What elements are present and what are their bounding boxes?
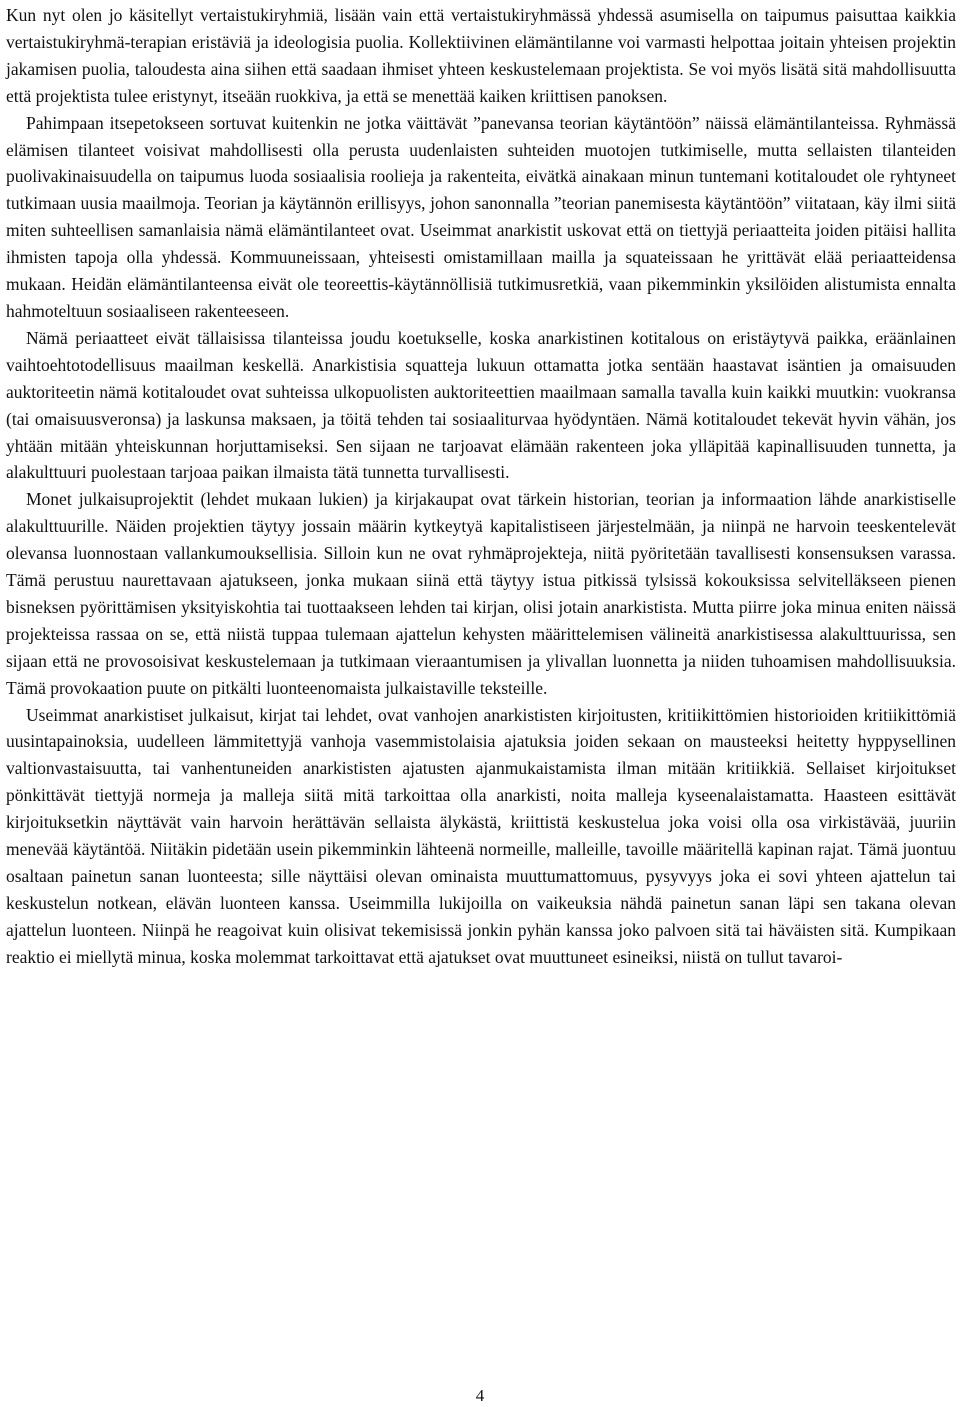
- paragraph-3: Nämä periaatteet eivät tällaisissa tilanteissa joudu koetukselle, koska anarkistinen kotitalous on eristäytyvä paikka, eräänlainen vaihtoehtotodellisuus maailman keskellä. Anarkistisia squatteja lukuun ottamatta jotka sentään haastavat isäntien ja omaisuuden auktoriteetin nämä kotitaloudet ovat suhteissa ulkopuolisten auktoriteettien maailmaan samalla tavalla kuin kaikki muutkin: vuokransa (tai omaisuusveronsa) ja laskunsa maksaen, ja töitä tehden tai sosiaaliturvaa hyödyntäen. Nämä kotitaloudet tekevät hyvin vähän, jos yhtään mitään yhteiskunnan horjuttamiseksi. Sen sijaan ne tarjoavat elämään rakenteen joka ylläpitää kapinallisuuden tunnetta, ja alakulttuuri puolestaan tarjoaa paikan ilmaista tätä tunnetta turvallisesti.: [6, 327, 956, 483]
- paragraph-5: Useimmat anarkistiset julkaisut, kirjat tai lehdet, ovat vanhojen anarkististen kirjoitusten, kritiikittömien historioiden kritiikittömiä uusintapainoksia, uudelleen lämmitettyjä vanhoja vasemmistolaisia ajatuksia joiden sekaan on mausteeksi heitetty hyppysellinen valtionvastaisuutta, tai vanhentuneiden anarkististen ajatusten ajanmukaistamista ilman mitään kritiikkiä. Sellaiset kirjoitukset pönkittävät tiettyjä normeja ja malleja siitä mitä tarkoittaa olla anarkisti, noita malleja kyseenalaistamatta. Haasteen esittävät kirjoituksetkin näyttävät vain harvoin herättävän sellaista älykästä, kriittistä keskustelua joka voisi olla osa virkistävää, juuriin menevää käytäntöä. Niitäkin pidetään usein pikemminkin lähteenä normeille, malleille, tavoille määritellä kapinan rajat. Tämä juontuu osaltaan painetun sanan luonteesta; sille näyttäisi olevan ominaista muuttumattomuus, pysyvyys joka ei sovi yhteen ajattelun tai keskustelun notkean, elävän luonteen kanssa. Useimmilla lukijoilla on vaikeuksia nähdä painetun sanan läpi sen takana olevan ajattelun luonteen. Niinpä he reagoivat kuin olisivat tekemisissä jonkin pyhän kanssa joko palvoen sitä tai häväisten sitä. Kumpikaan reaktio ei miellytä minua, koska molemmat tarkoittavat että ajatukset ovat muuttuneet esineiksi, niistä on tullut tavaroi-: [6, 704, 956, 967]
- paragraph-1: Kun nyt olen jo käsitellyt vertaistukiryhmiä, lisään vain että vertaistukiryhmässä yhdessä asumisella on taipumus paisuttaa kaikkia vertaistukiryhmä-terapian eristäviä ja ideologisia puolia. Kollektiivinen elämäntilanne voi varmasti helpottaa joitain yhteisen projektin jakamisen puolia, taloudesta aina siihen että saadaan ihmiset yhteen keskustelemaan projektista. Se voi myös lisätä sitä mahdollisuutta että projektista tulee eristynyt, itseään ruokkiva, ja että se menettää kaiken kriittisen panoksen.: [6, 5, 956, 106]
- paragraph-4: Monet julkaisuprojektit (lehdet mukaan lukien) ja kirjakaupat ovat tärkein historian, teorian ja informaation lähde anarkistiselle alakulttuurille. Näiden projektien täytyy jossain määrin kytkeytyä kapitalistiseen järjestelmään, ja niinpä ne harvoin teeskentelevät olevansa luonnostaan vallankumouksellisia. Silloin kun ne ovat ryhmäprojekteja, niitä pyöritetään tavallisesti konsensuksen varassa. Tämä perustuu naurettavaan ajatukseen, jonka mukaan siinä että täytyy istua pitkissä tylsissä kokouksissa selvitelläkseen pienen bisneksen pyörittämisen yksityiskohtia tai tuottaakseen lehden tai kirjan, olisi jotain anarkistista. Mutta piirre joka minua eniten näissä projekteissa rassaa on se, että niistä tuppaa tulemaan ajattelun kehysten määrittelemisen välineitä anarkistisessa alakulttuurissa, sen sijaan että ne provosoisivat keskustelemaan ja tutkimaan vieraantumisen ja ylivallan luonnetta ja niiden tuhoamisen mahdollisuuksia. Tämä provokaation puute on pitkälti luonteenomaista julkaistaville teksteille.: [6, 489, 956, 698]
- page-number: 4: [475, 1386, 485, 1405]
- document-page: [6, 2, 956, 971]
- paragraph-2: Pahimpaan itsepetokseen sortuvat kuitenkin ne jotka väittävät ”panevansa teorian käytäntöön” näissä elämäntilanteissa. Ryhmässä elämisen tilanteet voisivat mahdollisesti olla perusta uudenlaisten suhteiden muotojen tutkimiselle, mutta sellaisten tilanteiden puolivakinaisuudella on taipumus luoda sosiaalisia roolieja ja rakenteita, eivätkä ainakaan minun tuntemani kotitaloudet ole ryhtyneet tutkimaan uusia maailmoja. Teorian ja käytännön erillisyys, johon sanonnalla ”teorian panemisesta käytäntöön” viitataan, käy ilmi siitä miten suhteellisen samanlaisia nämä elämäntilanteet ovat. Useimmat anarkistit uskovat että on tiettyjä periaatteita joiden pitäisi hallita ihmisten tapoja olla yhdessä. Kommuuneissaan, yhteisesti omistamillaan mailla ja squateissaan he yrittävät elää periaatteidensa mukaan. Heidän elämäntilanteensa eivät ole teoreettis-käytännöllisiä tutkimusretkiä, vaan pikemminkin yksilöiden alistumista ennalta hahmoteltuun sosiaaliseen rakenteeseen.: [6, 112, 956, 321]
